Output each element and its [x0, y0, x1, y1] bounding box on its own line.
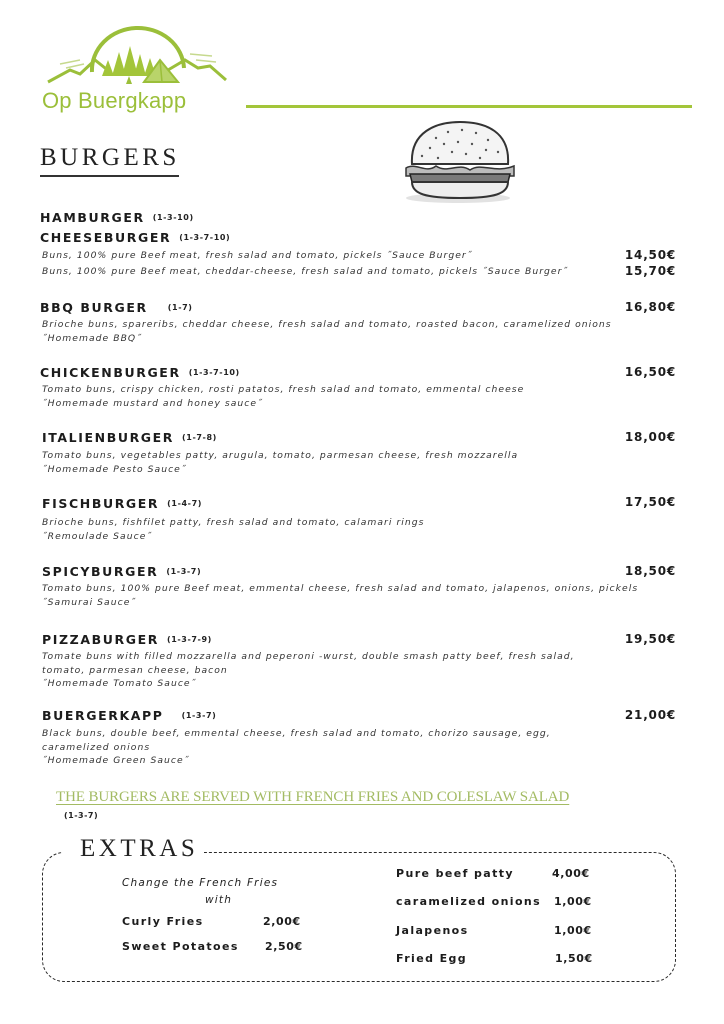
- addon-price: 1,50€: [555, 952, 593, 965]
- extras-title: EXTRAS: [74, 835, 204, 863]
- menu-item-name: CHICKENBURGER (1-3-7-10): [40, 365, 240, 380]
- allergen-codes: (1-7-8): [182, 433, 217, 442]
- mountain-forest-tent-logo-icon: [40, 24, 240, 94]
- allergen-codes: (1-3-7-9): [166, 635, 212, 644]
- menu-item-name: ITALIENBURGER (1-7-8): [42, 430, 217, 445]
- menu-item-price: 17,50€: [624, 495, 676, 509]
- menu-item-name: BBQ BURGER (1-7): [40, 300, 193, 315]
- menu-item-price: 19,50€: [624, 632, 676, 646]
- menu-item-name: BUERGERKAPP (1-3-7): [42, 708, 217, 723]
- menu-item-price: 18,00€: [624, 430, 676, 444]
- menu-item-description: Tomato buns, 100% pure Beef meat, emmental cheese, fresh salad and tomato, jalapenos, onions, pickels ˝Samurai Sauce˝: [42, 583, 639, 608]
- menu-item-price: 14,50€: [624, 248, 676, 262]
- menu-item-description: Tomato buns, crispy chicken, rosti patatos, fresh salad and tomato, emmental cheese ˝Homemade mustard and honey sauce˝: [42, 384, 525, 409]
- menu-item-description: Black buns, double beef, emmental cheese, fresh salad and tomato, chorizo sausage, egg, caramelized onions ˝Homemade Green Sauce˝: [42, 728, 551, 766]
- section-title: BURGERS: [40, 144, 180, 171]
- section-title-underline: [40, 175, 179, 177]
- addon-price: 1,00€: [554, 895, 592, 908]
- menu-item-price: 16,80€: [624, 300, 676, 314]
- header-divider: [246, 105, 692, 108]
- allergen-codes: (1-4-7): [167, 499, 203, 508]
- addon-name: Jalapenos: [396, 924, 469, 937]
- menu-item-description: Brioche buns, spareribs, cheddar cheese, fresh salad and tomato, roasted bacon, caramelized onions ˝Homemade BBQ˝: [42, 319, 612, 344]
- allergen-codes: (1-3-7): [166, 567, 202, 576]
- brand-name: Op Buergkapp: [42, 88, 187, 113]
- addon-name: Pure beef patty: [396, 867, 515, 880]
- fries-option-price: 2,50€: [265, 940, 303, 953]
- addon-name: Fried Egg: [396, 952, 468, 965]
- menu-item-description: Tomate buns with filled mozzarella and peperoni -wurst, double smash patty beef, fresh salad, tomato, parmesan cheese, bacon ˝Homemade Tomato Sauce˝: [42, 651, 575, 689]
- menu-item-price: 15,70€: [624, 264, 676, 278]
- allergen-codes: (1-3-7-10): [188, 368, 240, 377]
- brand-logo: [40, 24, 240, 124]
- menu-item-name: HAMBURGER (1-3-10): [40, 210, 194, 225]
- allergen-codes: (1-7): [167, 303, 193, 312]
- menu-item-name: SPICYBURGER (1-3-7): [42, 564, 202, 579]
- menu-item-name: PIZZABURGER (1-3-7-9): [42, 632, 212, 647]
- menu-item-description: Tomato buns, vegetables patty, arugula, tomato, parmesan cheese, fresh mozzarella ˝Homemade Pesto Sauce˝: [42, 450, 519, 475]
- fries-option-price: 2,00€: [263, 915, 301, 928]
- menu-item-description: Buns, 100% pure Beef meat, cheddar-cheese, fresh salad and tomato, pickels ˝Sauce Burger˝: [42, 266, 569, 277]
- allergen-codes: (1-3-7-10): [179, 233, 231, 242]
- fries-option-name: Sweet Potatoes: [122, 940, 239, 953]
- menu-item-name: FISCHBURGER (1-4-7): [42, 496, 203, 511]
- served-allergen-codes: (1-3-7): [64, 811, 99, 820]
- change-fries-with: with: [205, 894, 233, 906]
- addon-price: 4,00€: [552, 867, 590, 880]
- served-with-note: THE BURGERS ARE SERVED WITH FRENCH FRIES AND COLESLAW SALAD: [56, 789, 570, 805]
- menu-item-price: 18,50€: [624, 564, 676, 578]
- menu-item-name: CHEESEBURGER (1-3-7-10): [40, 230, 231, 245]
- menu-item-price: 21,00€: [624, 708, 676, 722]
- burger-illustration-icon: [396, 118, 526, 206]
- fries-option-name: Curly Fries: [122, 915, 204, 928]
- menu-item-description: Brioche buns, fishfilet patty, fresh salad and tomato, calamari rings ˝Remoulade Sauce˝: [42, 517, 425, 542]
- change-fries-text: Change the French Fries: [122, 877, 279, 889]
- addon-price: 1,00€: [554, 924, 592, 937]
- allergen-codes: (1-3-7): [181, 711, 217, 720]
- menu-item-description: Buns, 100% pure Beef meat, fresh salad and tomato, pickels ˝Sauce Burger˝: [42, 250, 473, 261]
- allergen-codes: (1-3-10): [152, 213, 194, 222]
- addon-name: caramelized onions: [396, 895, 542, 908]
- menu-item-price: 16,50€: [624, 365, 676, 379]
